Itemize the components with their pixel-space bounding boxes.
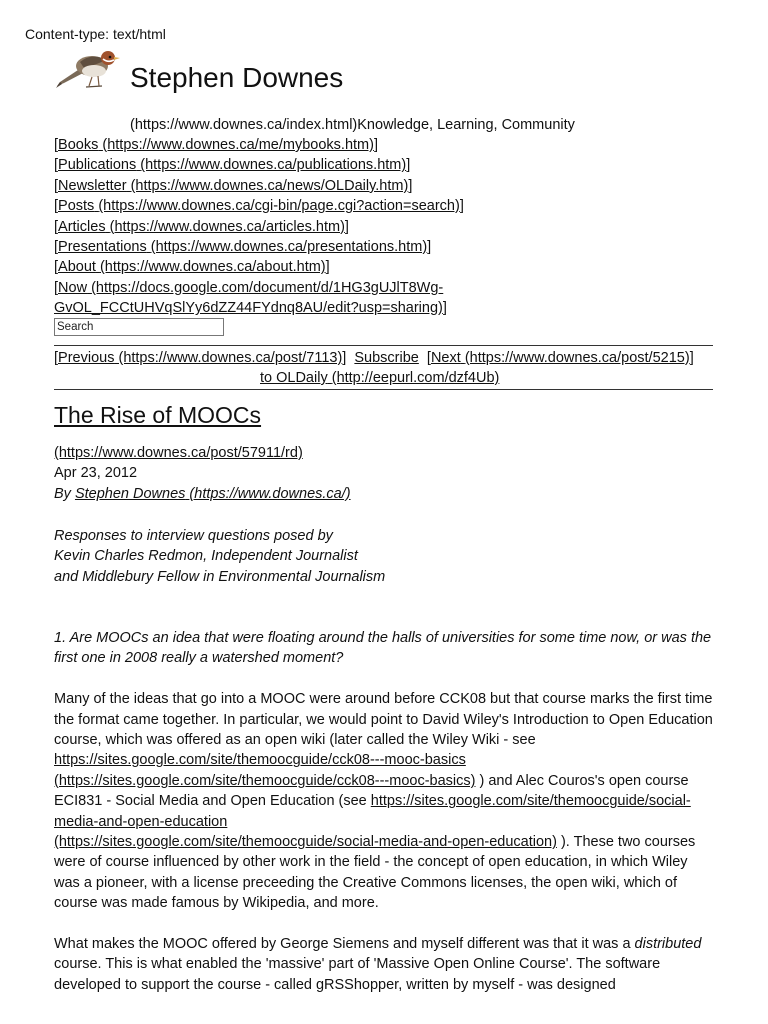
content-type-line: Content-type: text/html — [25, 26, 166, 42]
main-nav — [54, 135, 464, 319]
nav-link-books[interactable]: Books (https://www.downes.ca/me/mybooks.htm) — [58, 137, 374, 153]
site-title: Stephen Downes — [130, 62, 344, 93]
nav-item-now: [Now (https://docs.google.com/document/d/1HG3gUJlT8Wg- — [54, 279, 444, 296]
home-link[interactable]: (https://www.downes.ca/index.html) — [130, 117, 358, 133]
question-1: 1. Are MOOCs an idea that were floating around the halls of universities for some time now, or was the first one in 2008 really a watershed moment? — [54, 630, 712, 667]
nav-link-articles[interactable]: Articles (https://www.downes.ca/articles.htm) — [58, 218, 345, 235]
tagline-row — [130, 115, 575, 135]
paragraph-2: What makes the MOOC offered by George Siemens and myself different was that it was a distributed course. This is what enabled the 'massive' part of 'Massive Open Online Course'. The software developed to support the course - called gRSShopper, written by myself - was designed — [54, 936, 702, 993]
post-title[interactable]: The Rise of MOOCs — [54, 402, 262, 428]
social-media-link[interactable]: https://sites.google.com/site/themoocguide/social-media-and-open-education (https://sites.google.com/site/themoocguide/social-media-and-open-education) — [54, 793, 691, 851]
pager-row-2 — [260, 368, 499, 388]
paragraph-1: Many of the ideas that go into a MOOC were around before CCK08 but that course marks the first time the format came together. In particular, we would point to David Wiley's Introduction to Open Education course, which was offered as an open wiki (later called the Wiley Wiki - see https://sites.google.com/site/themoocguide/cck08---mooc-basics (https://sites.google.com/site/themoocguide/cck08---mooc-basics) ) and Alec Couros's open course ECI831 - Social Media and Open Education (see https://sites.google.com/site/themoocguide/social-media-and-open-education (https://sites.google.com/site/themoocguide/social-media-and-open-education) ). These two courses were of course influenced by other work in the field - the concept of open education, in which Wiley was a pioneer, with a license preceeding the Creative Commons licenses, the open wiki, which of course was made famous by Wikipedia, and more. — [54, 691, 713, 912]
nav-item-newsletter: [Newsletter (https://www.downes.ca/news/OLDaily.htm)] — [54, 177, 413, 194]
nav-link-publications[interactable]: Publications (https://www.downes.ca/publications.htm) — [58, 157, 407, 174]
pager-row: [Previous (https://www.downes.ca/post/7113)] Subscribe [Next (https://www.downes.ca/post/5215)] — [54, 350, 694, 366]
cck08-link[interactable]: https://sites.google.com/site/themoocguide/cck08---mooc-basics (https://sites.google.com/site/themoocguide/cck08---mooc-basics) — [54, 752, 476, 789]
author-link[interactable]: Stephen Downes (https://www.downes.ca/) — [74, 485, 351, 502]
article-body — [54, 628, 716, 1016]
nav-link-now-cont[interactable]: GvOL_FCCtUHVqSlYy6dZZ44FYdnq8AU/edit?usp=sharing) — [54, 300, 443, 317]
nav-item-posts: [Posts (https://www.downes.ca/cgi-bin/page.cgi?action=search)] — [54, 198, 464, 215]
nav-link-posts[interactable]: Posts (https://www.downes.ca/cgi-bin/page.cgi?action=search) — [58, 198, 460, 215]
permalink[interactable]: (https://www.downes.ca/post/57911/rd) — [54, 445, 303, 461]
nav-link-newsletter[interactable]: Newsletter (https://www.downes.ca/news/OLDaily.htm) — [58, 177, 409, 194]
nav-link-now[interactable]: Now (https://docs.google.com/document/d/1HG3gUJlT8Wg- — [58, 279, 444, 296]
search-input[interactable] — [54, 318, 224, 336]
nav-item-articles: [Articles (https://www.downes.ca/articles.htm)] — [54, 218, 349, 235]
nav-item-presentations: [Presentations (https://www.downes.ca/presentations.htm)] — [54, 239, 432, 256]
subscribe-link-cont[interactable]: to OLDaily (http://eepurl.com/dzf4Ub) — [260, 370, 500, 386]
divider-bottom — [54, 389, 713, 390]
intro-block: Responses to interview questions posed by Kevin Charles Redmon, Independent Journalist and Middlebury Fellow in Environmental Journalism — [54, 528, 386, 585]
subscribe-link[interactable]: Subscribe — [354, 350, 419, 366]
byline: By Stephen Downes (https://www.downes.ca/) — [54, 485, 351, 502]
post-meta — [54, 443, 351, 504]
nav-item-about: [About (https://www.downes.ca/about.htm)] — [54, 259, 330, 276]
nav-item-now-cont: GvOL_FCCtUHVqSlYy6dZZ44FYdnq8AU/edit?usp=sharing)] — [54, 300, 447, 317]
previous-link[interactable]: Previous (https://www.downes.ca/post/7113) — [58, 350, 343, 366]
divider-top — [54, 345, 713, 346]
nav-item-publications: [Publications (https://www.downes.ca/publications.htm)] — [54, 157, 411, 174]
nav-item-books: [Books (https://www.downes.ca/me/mybooks.htm)] — [54, 137, 378, 153]
tagline: Knowledge, Learning, Community — [357, 117, 575, 133]
nav-link-about[interactable]: About (https://www.downes.ca/about.htm) — [58, 259, 326, 276]
bird-logo-icon[interactable] — [54, 44, 122, 92]
post-date: Apr 23, 2012 — [54, 465, 138, 482]
next-link[interactable]: Next (https://www.downes.ca/post/5215) — [430, 350, 690, 366]
nav-link-presentations[interactable]: Presentations (https://www.downes.ca/presentations.htm) — [58, 239, 428, 256]
